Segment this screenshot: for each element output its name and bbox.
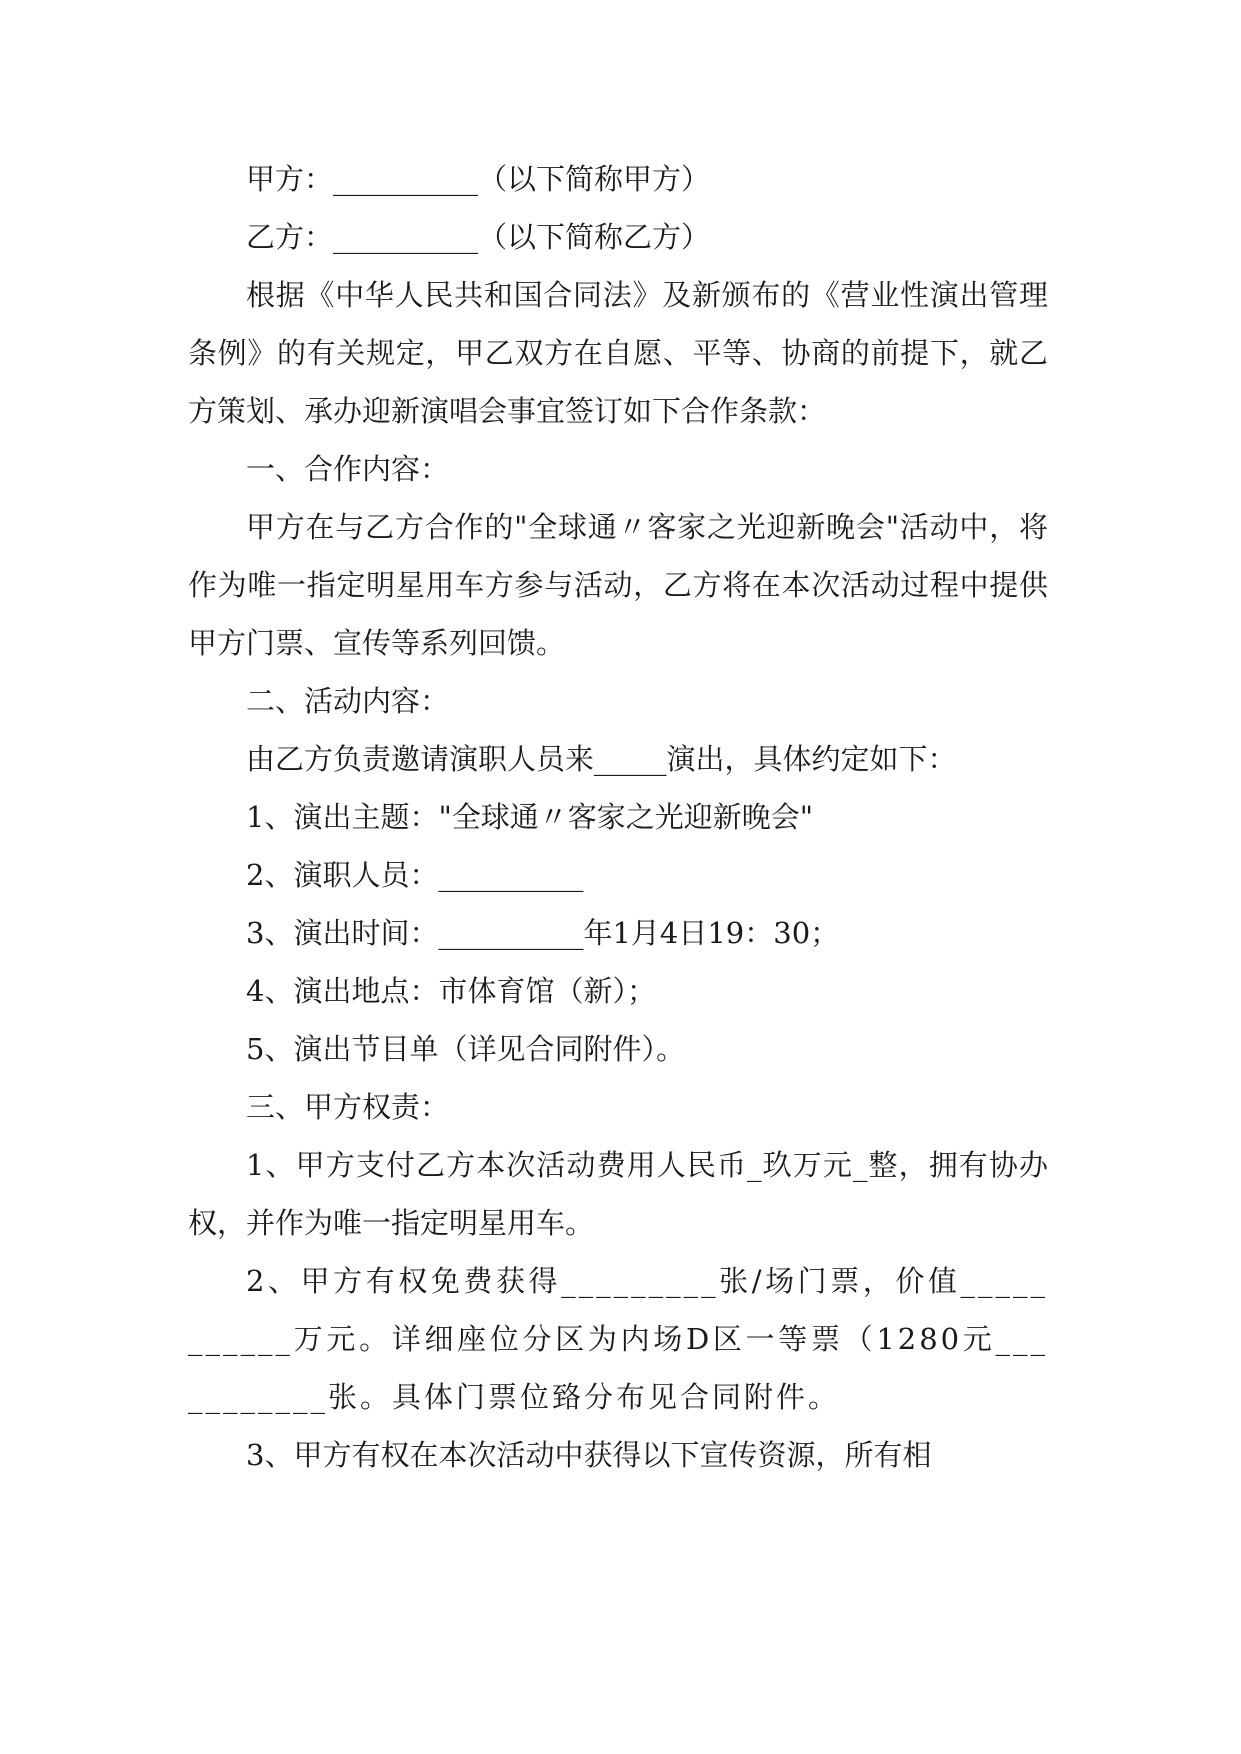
party-a-line: 甲方：__________（以下简称甲方） — [246, 162, 711, 196]
rights-item-3: 3、甲方有权在本次活动中获得以下宣传资源，所有相 — [246, 1438, 932, 1472]
section-heading-activity: 二、活动内容： — [246, 684, 450, 718]
document-body — [188, 150, 1048, 1484]
list-item-performers: 2、演职人员：__________ — [246, 858, 584, 892]
cooperation-paragraph: 甲方在与乙方合作的"全球通〃客家之光迎新晚会"活动中，将作为唯一指定明星用车方参与活动，乙方将在本次活动过程中提供甲方门票、宣传等系列回馈。 — [188, 510, 1048, 660]
party-b-line: 乙方：__________（以下简称乙方） — [246, 220, 711, 254]
list-item-program: 5、演出节目单（详见合同附件）。 — [246, 1032, 685, 1066]
list-item-theme: 1、演出主题："全球通〃客家之光迎新晚会" — [246, 800, 814, 834]
rights-item-2: 2、甲方有权免费获得_________张/场门票，价值___________万元。详细座位分区为内场D区一等票（1280元___________张。具体门票位臵分布见合同附件。 — [188, 1264, 1048, 1414]
preamble-paragraph: 根据《中华人民共和国合同法》及新颁布的《营业性演出管理条例》的有关规定，甲乙双方在自愿、平等、协商的前提下，就乙方策划、承办迎新演唱会事宜签订如下合作条款： — [188, 278, 1048, 428]
list-item-time: 3、演出时间：__________年1月4日19：30； — [246, 916, 840, 950]
list-item-venue: 4、演出地点：市体育馆（新）； — [246, 974, 656, 1008]
rights-item-1: 1、甲方支付乙方本次活动费用人民币_玖万元_整，拥有协办权，并作为唯一指定明星用车。 — [188, 1148, 1048, 1240]
section-heading-cooperation: 一、合作内容： — [246, 452, 450, 486]
section-heading-party-a-rights: 三、甲方权责： — [246, 1090, 450, 1124]
activity-intro-line: 由乙方负责邀请演职人员来_____演出，具体约定如下： — [246, 742, 957, 776]
